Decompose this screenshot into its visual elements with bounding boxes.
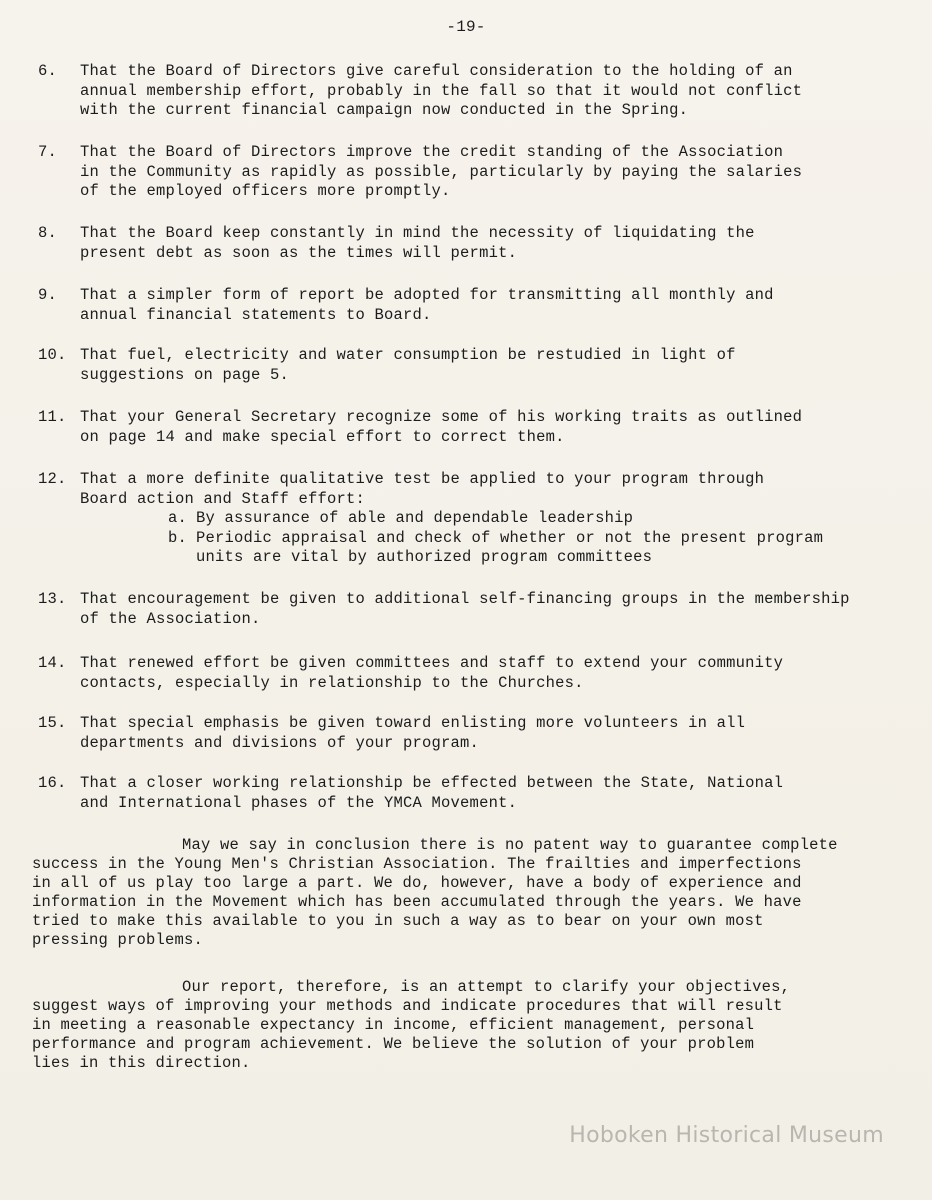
item-line: Board action and Staff effort:	[80, 489, 366, 508]
recommendation-item-11	[38, 408, 898, 447]
item-line: of the employed officers more promptly.	[80, 182, 451, 200]
item-number: 7.	[38, 143, 58, 161]
subitem-line: Periodic appraisal and check of whether or not the present program	[196, 528, 824, 547]
item-line: That special emphasis be given toward enlisting more volunteers in all	[80, 714, 746, 732]
item-line: annual membership effort, probably in the fall so that it would not conflict	[80, 81, 803, 100]
item-line: That your General Secretary recognize some of his working traits as outlined	[80, 408, 803, 426]
item-line: of the Association.	[80, 609, 261, 628]
item-number: 16.	[38, 774, 67, 792]
item-line: on page 14 and make special effort to correct them.	[80, 427, 565, 446]
recommendation-item-13	[38, 590, 898, 629]
item-line: That a closer working relationship be effected between the State, National	[80, 774, 784, 792]
paragraph-line: lies in this direction.	[32, 1054, 251, 1072]
item-line: with the current financial campaign now conducted in the Spring.	[80, 101, 689, 119]
recommendation-item-12	[38, 470, 898, 568]
paragraph-line: May we say in conclusion there is no patent way to guarantee complete	[182, 836, 838, 854]
item-line: That a simpler form of report be adopted for transmitting all monthly and	[80, 286, 774, 304]
item-number: 14.	[38, 654, 67, 672]
item-line: That the Board of Directors improve the credit standing of the Association	[80, 143, 784, 161]
item-line: annual financial statements to Board.	[80, 305, 432, 324]
paragraph-line: in meeting a reasonable expectancy in income, efficient management, personal	[32, 1016, 755, 1034]
subitem-label: b.	[168, 528, 188, 547]
subitem-line: units are vital by authorized program committees	[196, 548, 653, 566]
recommendation-item-15	[38, 714, 898, 753]
paragraph-line: tried to make this available to you in such a way as to bear on your own most	[32, 912, 764, 930]
paragraph-line: suggest ways of improving your methods and indicate procedures that will result	[32, 997, 783, 1015]
subitem-b	[38, 529, 898, 549]
item-number: 13.	[38, 590, 67, 608]
item-line: That encouragement be given to additional self-financing groups in the membership	[80, 590, 850, 608]
item-line: departments and divisions of your program.	[80, 733, 480, 752]
subitem-line: By assurance of able and dependable leadership	[196, 509, 634, 527]
item-number: 9.	[38, 286, 58, 304]
paragraph-line: performance and program achievement. We believe the solution of your problem	[32, 1035, 755, 1053]
recommendation-item-8	[38, 224, 898, 263]
recommendation-item-10	[38, 346, 898, 385]
item-number: 12.	[38, 470, 67, 488]
item-number: 15.	[38, 714, 67, 732]
recommendation-item-16	[38, 774, 898, 813]
item-number: 11.	[38, 408, 67, 426]
page-number: -19-	[446, 18, 486, 36]
item-line: present debt as soon as the times will permit.	[80, 243, 518, 262]
recommendation-item-14	[38, 654, 898, 693]
item-number: 10.	[38, 346, 67, 364]
item-line: and International phases of the YMCA Movement.	[80, 793, 518, 812]
item-line: That fuel, electricity and water consumption be restudied in light of	[80, 346, 736, 364]
item-line: That renewed effort be given committees and staff to extend your community	[80, 654, 784, 672]
item-line: That a more definite qualitative test be applied to your program through	[80, 470, 765, 488]
recommendation-item-9	[38, 286, 898, 325]
recommendation-item-6	[38, 62, 898, 121]
subitem-a	[38, 509, 898, 529]
conclusion-paragraph	[32, 836, 902, 950]
item-line: contacts, especially in relationship to the Churches.	[80, 673, 584, 692]
recommendation-item-7	[38, 143, 898, 202]
item-line: in the Community as rapidly as possible, particularly by paying the salaries	[80, 162, 803, 181]
paragraph-line: Our report, therefore, is an attempt to clarify your objectives,	[182, 978, 791, 996]
paragraph-line: pressing problems.	[32, 931, 204, 949]
item-line: That the Board keep constantly in mind the necessity of liquidating the	[80, 224, 755, 242]
item-line: suggestions on page 5.	[80, 365, 290, 384]
paragraph-line: success in the Young Men's Christian Association. The frailties and imperfections	[32, 855, 802, 873]
report-summary-paragraph	[32, 978, 902, 1073]
paragraph-line: information in the Movement which has been accumulated through the years. We have	[32, 893, 802, 911]
item-number: 8.	[38, 224, 58, 242]
item-number: 6.	[38, 62, 58, 80]
item-line: That the Board of Directors give careful consideration to the holding of an	[80, 62, 793, 80]
subitem-label: a.	[168, 509, 188, 527]
paragraph-line: in all of us play too large a part. We do, however, have a body of experience and	[32, 874, 802, 892]
museum-watermark: Hoboken Historical Museum	[569, 1123, 884, 1148]
